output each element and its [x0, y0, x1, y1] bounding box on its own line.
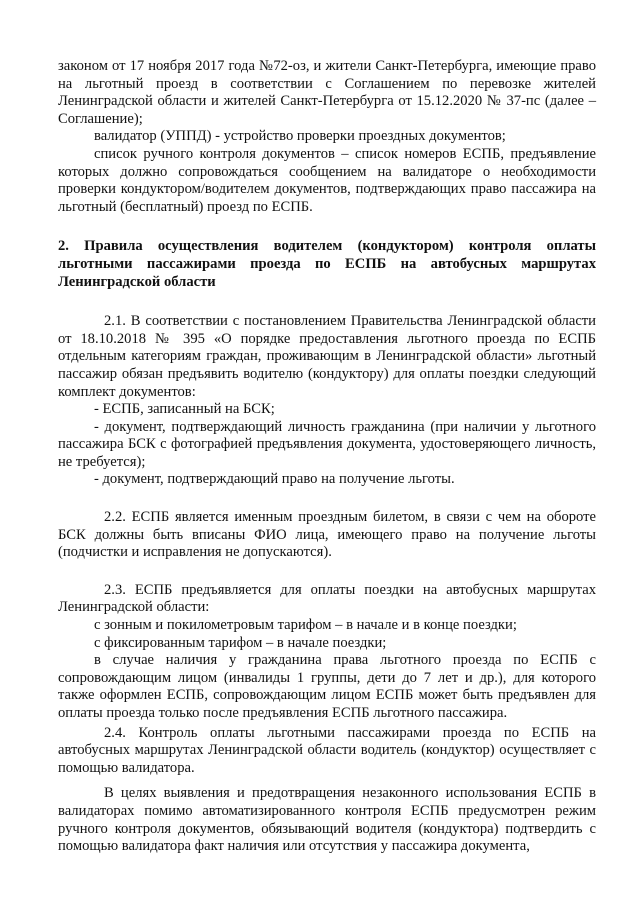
section-heading: 2. Правила осуществления водителем (кондуктором) контроля оплаты льготными пассажирами проезда по ЕСПБ на автобусных маршрутах Ленинградской области [58, 238, 596, 290]
paragraph-manual-control-list: список ручного контроля документов – список номеров ЕСПБ, предъявление которых должно сопровождаться сообщением на валидаторе о необходимости проверки кондуктором/водителем документов, подтверждающих право пассажира на льготный (бесплатный) проезд по ЕСПБ. [58, 145, 596, 215]
paragraph-accompanying-person: в случае наличия у гражданина права льготного проезда по ЕСПБ с сопровождающим лицом (инвалиды 1 группы, дети до 7 лет и др.), для которого также оформлен ЕСПБ, сопровождающим лицом ЕСПБ может быть предъявлен для оплаты проезда только после предъявления ЕСПБ льготного пассажира. [58, 652, 596, 721]
paragraph-2-4: 2.4. Контроль оплаты льготными пассажирами проезда по ЕСПБ на автобусных маршрутах Ленинградской области водитель (кондуктор) осуществляет с помощью валидатора. [58, 724, 596, 776]
list-item-benefit-doc: - документ, подтверждающий право на получение льготы. [94, 471, 455, 488]
document-page [58, 58, 596, 856]
list-item-espb: - ЕСПБ, записанный на БСК; [94, 401, 275, 418]
paragraph-2-1: 2.1. В соответствии с постановлением Правительства Ленинградской области от 18.10.2018 № 395 «О порядке предоставления льготного проезда по ЕСПБ отдельным категориям граждан, проживающим в Ленинградской области» льготный пассажир обязан предъявить водителю (кондуктору) для оплаты поездки следующий комплект документов: [58, 313, 596, 400]
list-item-fixed-tariff: с фиксированным тарифом – в начале поездки; [94, 634, 387, 651]
paragraph-2-2: 2.2. ЕСПБ является именным проездным билетом, в связи с чем на обороте БСК должны быть вписаны ФИО лица, имеющего право на получение льготы (подчистки и исправления не допускаются). [58, 509, 596, 561]
paragraph-definitions-intro: законом от 17 ноября 2017 года №72-оз, и жители Санкт-Петербурга, имеющие право на льготный проезд в соответствии с Соглашением по перевозке жителей Ленинградской области и жителей Санкт-Петербурга от 15.12.2020 № 37-пс (далее – Соглашение); [58, 58, 596, 127]
list-item-identity-doc: - документ, подтверждающий личность гражданина (при наличии у льготного пассажира БСК с фотографией предъявления документа, удостоверяющего личность, не требуется); [58, 418, 596, 470]
list-item-zone-tariff: с зонным и покилометровым тарифом – в начале и в конце поездки; [94, 617, 517, 634]
paragraph-2-3: 2.3. ЕСПБ предъявляется для оплаты поездки на автобусных маршрутах Ленинградской области: [58, 581, 596, 616]
paragraph-manual-control-mode: В целях выявления и предотвращения незаконного использования ЕСПБ в валидаторах помимо автоматизированного контроля ЕСПБ предусмотрен режим ручного контроля документов, обязывающий водителя (кондуктора) подтвердить с помощью валидатора факт наличия или отсутствия у пассажира документа, [58, 785, 596, 855]
paragraph-validator-definition: валидатор (УППД) - устройство проверки проездных документов; [94, 128, 506, 145]
